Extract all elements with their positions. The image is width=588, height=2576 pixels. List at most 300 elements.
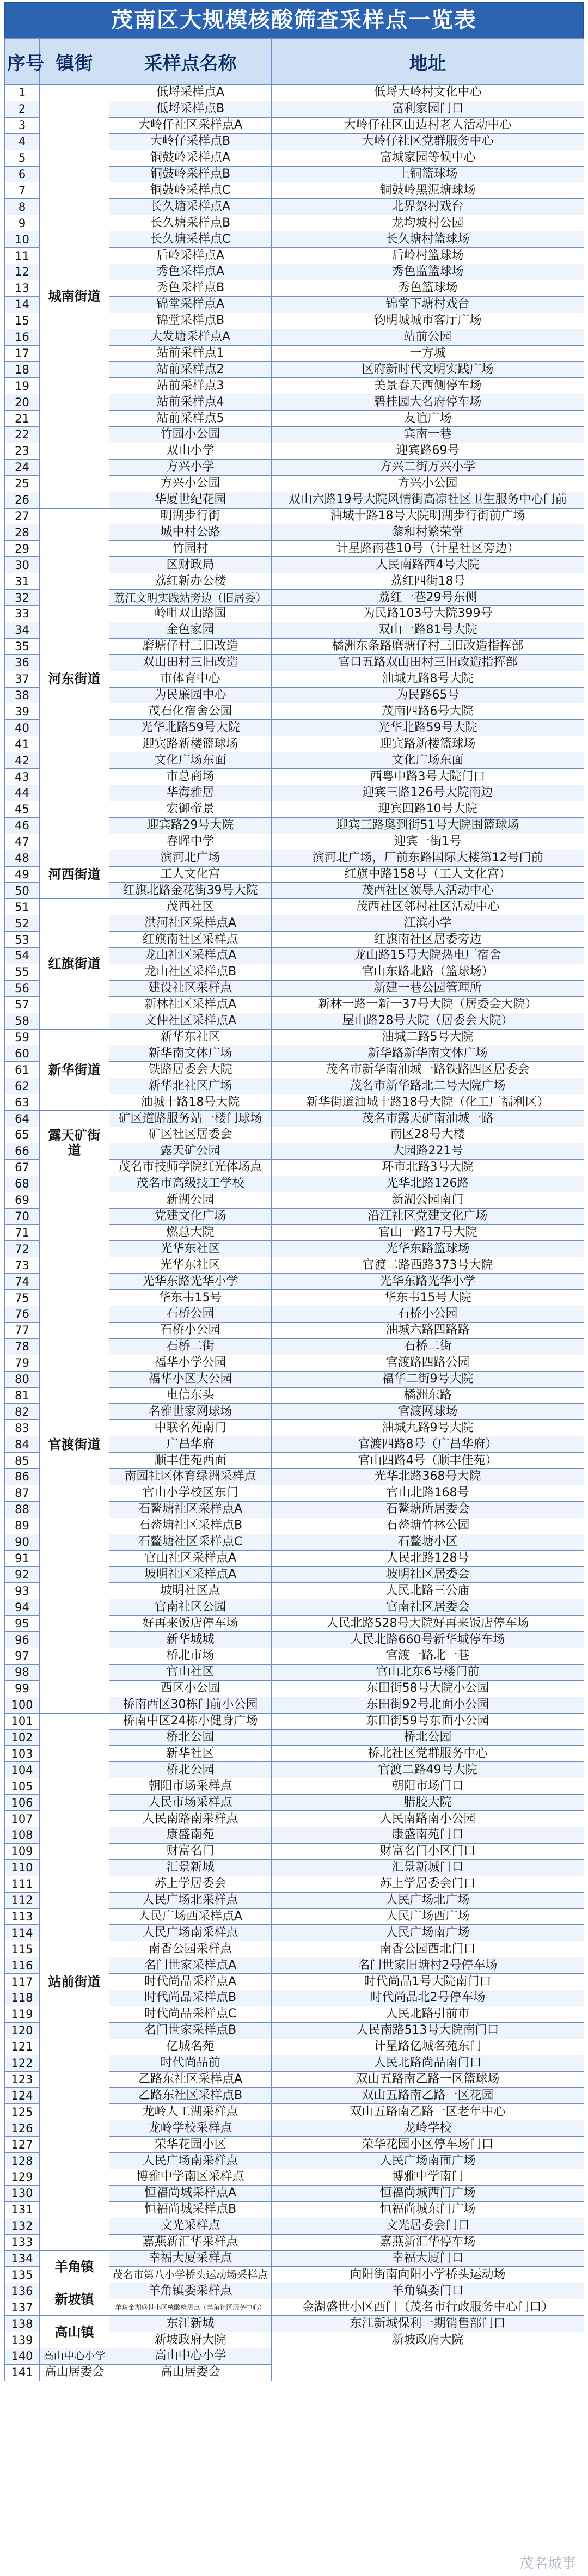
header-index: 序号 — [5, 39, 40, 85]
row-index: 115 — [5, 1941, 40, 1957]
sampling-point-address: 官渡路四路公园 — [272, 1355, 584, 1371]
sampling-point-name: 嘉燕新汇华采样点 — [109, 2234, 272, 2250]
sampling-point-address: 人民北路引前市 — [272, 2006, 584, 2022]
sampling-point-name: 时代尚品采样点A — [109, 1974, 272, 1990]
row-index: 48 — [5, 850, 40, 866]
sampling-point-address: 新湖公园南门 — [272, 1192, 584, 1208]
row-index: 126 — [5, 2120, 40, 2137]
sampling-point-name: 燃总大院 — [109, 1225, 272, 1241]
row-index: 57 — [5, 996, 40, 1013]
sampling-point-name: 名门世家采样点B — [109, 2022, 272, 2039]
row-index: 81 — [5, 1387, 40, 1404]
row-index: 139 — [5, 2332, 40, 2348]
row-index: 90 — [5, 1534, 40, 1550]
row-index: 15 — [5, 313, 40, 329]
row-index: 58 — [5, 1013, 40, 1029]
sampling-point-address: 朝阳市场门口 — [272, 1778, 584, 1795]
sampling-point-address: 双山五路南乙路一区老年中心 — [272, 2104, 584, 2120]
sampling-point-address: 茂名市露天矿南油城一路 — [272, 1111, 584, 1127]
row-index: 93 — [5, 1583, 40, 1599]
sampling-point-address: 华东韦15号大院 — [272, 1290, 584, 1306]
sampling-point-name: 好再来饭店停车场 — [109, 1616, 272, 1632]
sampling-point-name: 时代尚品采样点C — [109, 2006, 272, 2022]
sampling-point-name: 荔红新办公楼 — [109, 573, 272, 590]
row-index: 41 — [5, 736, 40, 752]
table-row — [5, 2348, 584, 2364]
sampling-point-name: 名雅世家网球场 — [109, 1404, 272, 1420]
sampling-point-address: 上铜篮球场 — [272, 166, 584, 182]
row-index: 121 — [5, 2039, 40, 2055]
row-index: 45 — [5, 801, 40, 817]
sampling-point-name: 光华东社区 — [109, 1257, 272, 1274]
sampling-point-name: 岭咀双山路园 — [109, 606, 272, 622]
row-index: 14 — [5, 296, 40, 313]
sampling-point-address: 油城六路四路路 — [272, 1322, 584, 1338]
sampling-point-name: 广昌华府 — [109, 1436, 272, 1453]
town-cell: 河东街道 — [40, 508, 109, 850]
sampling-point-name: 长久塘采样点A — [109, 199, 272, 215]
row-index: 5 — [5, 150, 40, 166]
sampling-point-name: 人民市场采样点 — [109, 1795, 272, 1811]
row-index: 3 — [5, 117, 40, 133]
sampling-point-name: 后岭采样点A — [109, 248, 272, 264]
sampling-point-address: 官山东路北路（篮球场） — [272, 964, 584, 980]
row-index: 6 — [5, 166, 40, 182]
sampling-point-name: 桥北公园 — [109, 1729, 272, 1746]
sampling-point-address: 石桥小公园 — [272, 1306, 584, 1322]
sampling-point-address: 官山北路168号 — [272, 1485, 584, 1501]
row-index: 105 — [5, 1778, 40, 1795]
row-index: 32 — [5, 590, 40, 606]
sampling-point-name: 东江新城 — [109, 2316, 272, 2332]
sampling-point-name: 石桥小公园 — [109, 1322, 272, 1338]
row-index: 127 — [5, 2137, 40, 2153]
sampling-point-address: 人民广场南广场 — [272, 1925, 584, 1941]
sampling-point-address: 光华东路光华小学 — [272, 1274, 584, 1290]
sampling-point-name: 官山小学校区东门 — [109, 1485, 272, 1501]
sampling-point-name: 羊角金湖盛世小区核酸检测点（羊角社区服务中心） — [109, 2299, 272, 2316]
row-index: 102 — [5, 1729, 40, 1746]
sampling-point-address: 人民广场西广场 — [272, 1908, 584, 1925]
row-index: 50 — [5, 883, 40, 899]
sampling-point-name: 新华东社区 — [109, 1029, 272, 1045]
sampling-point-address: 锦堂下塘村戏台 — [272, 296, 584, 313]
row-index: 89 — [5, 1518, 40, 1534]
row-index: 1 — [5, 85, 40, 101]
sampling-point-name: 南园社区体育绿洲采样点 — [109, 1469, 272, 1485]
row-index: 138 — [5, 2316, 40, 2332]
town-cell: 新坡镇 — [40, 2283, 109, 2316]
sampling-point-address: 人民广场北广场 — [272, 1892, 584, 1908]
sampling-point-address: 南区28号大楼 — [272, 1127, 584, 1143]
sampling-point-address: 恒福尚城东门广场 — [272, 2201, 584, 2218]
sampling-point-address: 碧桂园大名府停车场 — [272, 394, 584, 411]
sampling-point-name: 新华社区 — [109, 1746, 272, 1762]
sampling-point-address: 人民北路528号大院好再来饭店停车场 — [272, 1616, 584, 1632]
row-index: 76 — [5, 1306, 40, 1322]
sampling-point-name: 人民广场北采样点 — [109, 1892, 272, 1908]
sampling-point-address: 后岭村篮球场 — [272, 248, 584, 264]
sampling-point-address: 双山五路南乙路一区花园 — [272, 2088, 584, 2104]
row-index: 99 — [5, 1680, 40, 1697]
sampling-point-name: 新林社区采样点A — [109, 996, 272, 1013]
sampling-point-name: 名门世家采样点A — [109, 1957, 272, 1974]
sampling-point-address: 新华路新华南文体广场 — [272, 1045, 584, 1062]
sampling-point-name: 市体育中心 — [109, 671, 272, 687]
sampling-point-address: 龙均坡村公园 — [272, 215, 584, 231]
sampling-point-address: 嘉燕新汇华停车场 — [272, 2234, 584, 2250]
sampling-point-address: 文光居委会门口 — [272, 2218, 584, 2234]
sampling-point-address: 茂南四路6号大院 — [272, 703, 584, 720]
row-index: 84 — [5, 1436, 40, 1453]
sampling-point-name: 双山田村三旧改造 — [109, 654, 272, 671]
sampling-point-address: 腊胶大院 — [272, 1795, 584, 1811]
row-index: 8 — [5, 199, 40, 215]
sampling-point-address: 荔红四街18号 — [272, 573, 584, 590]
sampling-point-name: 桥北市场 — [109, 1648, 272, 1665]
sampling-point-address: 汇景新城门口 — [272, 1859, 584, 1876]
sampling-point-address: 财富名门小区门口 — [272, 1843, 584, 1859]
sampling-point-name: 恒福尚城采样点A — [109, 2185, 272, 2201]
sampling-point-address: 计星路南巷10号（计星社区旁边） — [272, 541, 584, 557]
row-index: 24 — [5, 459, 40, 475]
sampling-point-name: 洪河社区采样点A — [109, 915, 272, 932]
sampling-point-name: 人民南路南采样点 — [109, 1811, 272, 1827]
sampling-point-name: 电信东头 — [109, 1387, 272, 1404]
row-index: 64 — [5, 1111, 40, 1127]
table-row — [5, 850, 584, 866]
sampling-point-address: 官渡四路8号（广昌华府） — [272, 1436, 584, 1453]
row-index: 52 — [5, 915, 40, 932]
table-row — [5, 85, 584, 101]
row-index: 70 — [5, 1208, 40, 1225]
sampling-point-name: 新坡政府大院 — [109, 2332, 272, 2348]
sampling-point-address: 时代尚品北2号停车场 — [272, 1990, 584, 2006]
row-index: 66 — [5, 1143, 40, 1159]
sampling-point-address: 官山四路4号（顺丰佳苑） — [272, 1453, 584, 1469]
sampling-point-address: 区府新时代文明实践广场 — [272, 362, 584, 378]
sampling-point-name: 官山社区采样点A — [109, 1550, 272, 1567]
sampling-point-name: 秀色采样点B — [109, 280, 272, 296]
sampling-point-address: 人民北路660号新华城停车场 — [272, 1632, 584, 1648]
row-index: 122 — [5, 2055, 40, 2071]
row-index: 110 — [5, 1859, 40, 1876]
sampling-point-address: 油城九路8号大院 — [272, 671, 584, 687]
row-index: 135 — [5, 2267, 40, 2283]
sampling-point-name: 长久塘采样点B — [109, 215, 272, 231]
sampling-point-address: 大岭仔社区山边村老人活动中心 — [272, 117, 584, 133]
sampling-point-name: 时代尚品采样点B — [109, 1990, 272, 2006]
sampling-point-address: 红旗南社区居委旁边 — [272, 932, 584, 948]
row-index: 37 — [5, 671, 40, 687]
sampling-point-name: 石桥公园 — [109, 1306, 272, 1322]
row-index: 36 — [5, 654, 40, 671]
town-cell: 新华街道 — [40, 1029, 109, 1111]
sampling-point-name: 新华城城 — [109, 1632, 272, 1648]
sampling-point-name: 宏御帝景 — [109, 801, 272, 817]
row-index: 56 — [5, 980, 40, 996]
row-index: 113 — [5, 1908, 40, 1925]
sampling-point-name: 官南社区公园 — [109, 1599, 272, 1616]
sampling-point-name: 方兴小公园 — [109, 475, 272, 492]
sampling-point-address: 迎宾三路奥到街51号大院围篮球场 — [272, 817, 584, 834]
row-index: 23 — [5, 443, 40, 459]
sampling-point-name: 幸福大厦采样点 — [109, 2250, 272, 2267]
sampling-point-address: 官口五路双山田村三旧改造指挥部 — [272, 654, 584, 671]
sampling-point-address: 东田街59号东面小公园 — [272, 1713, 584, 1729]
table-row — [5, 2364, 584, 2381]
table-row — [5, 2316, 584, 2332]
row-index: 47 — [5, 834, 40, 850]
row-index: 107 — [5, 1811, 40, 1827]
sampling-point-address: 官山北东6号楼门前 — [272, 1664, 584, 1680]
row-index: 82 — [5, 1404, 40, 1420]
row-index: 19 — [5, 378, 40, 394]
row-index: 131 — [5, 2201, 40, 2218]
sampling-point-name: 市总商场 — [109, 769, 272, 785]
sampling-point-address: 油城十路18号大院明湖步行街前广场 — [272, 508, 584, 524]
row-index: 43 — [5, 769, 40, 785]
row-index: 74 — [5, 1274, 40, 1290]
sampling-point-address: 人民广场南面广场 — [272, 2153, 584, 2169]
sampling-point-name: 石鳌塘社区采样点C — [109, 1534, 272, 1550]
table-row — [5, 2250, 584, 2267]
row-index: 98 — [5, 1664, 40, 1680]
sampling-point-address: 苏上学居委会门口 — [272, 1876, 584, 1892]
sampling-point-name: 石鳌塘社区采样点B — [109, 1518, 272, 1534]
row-index: 97 — [5, 1648, 40, 1665]
sampling-point-address: 油城九路9号大院 — [272, 1420, 584, 1436]
sampling-point-name: 财富名门 — [109, 1843, 272, 1859]
sampling-point-name: 高山居委会 — [40, 2364, 109, 2381]
sampling-point-address: 富利家园门口 — [272, 101, 584, 117]
sampling-point-name: 工人文化宫 — [109, 866, 272, 883]
sampling-point-address: 福华二街9号大院 — [272, 1371, 584, 1387]
sampling-point-name: 桥北公园 — [109, 1762, 272, 1778]
row-index: 44 — [5, 785, 40, 801]
sampling-point-address: 方兴二街万兴小学 — [272, 459, 584, 475]
sampling-point-name: 光华北路59号大院 — [109, 720, 272, 736]
row-index: 63 — [5, 1094, 40, 1111]
sampling-point-address: 长久塘村篮球场 — [272, 231, 584, 248]
sampling-point-address: 东田街92号北面小公园 — [272, 1697, 584, 1713]
sampling-point-name: 人民广场南采样点 — [109, 1925, 272, 1941]
table-row — [5, 1029, 584, 1045]
sampling-point-address: 橘洲东条路磨塘仔村三旧改造指挥部 — [272, 638, 584, 654]
table-row — [5, 2283, 584, 2299]
sampling-point-name: 石桥二街 — [109, 1338, 272, 1355]
sampling-point-address: 西粤中路3号大院门口 — [272, 769, 584, 785]
row-index: 7 — [5, 182, 40, 199]
sampling-point-address: 荣华花园小区停车场门口 — [272, 2137, 584, 2153]
row-index: 125 — [5, 2104, 40, 2120]
sampling-point-name: 坡明社区点 — [109, 1583, 272, 1599]
sampling-point-address: 新华街道油城十路18号大院（化工厂福利区） — [272, 1094, 584, 1111]
sampling-point-address: 油城二路5号大院 — [272, 1029, 584, 1045]
sampling-point-name: 春晖中学 — [109, 834, 272, 850]
sampling-point-name: 双山小学 — [109, 443, 272, 459]
sampling-point-address: 沿江社区党建文化广场 — [272, 1208, 584, 1225]
sampling-point-address: 光华北路126路 — [272, 1176, 584, 1192]
sampling-point-address: 石鳌塘竹林公园 — [272, 1518, 584, 1534]
sampling-point-address: 为民路65号 — [272, 687, 584, 703]
row-index: 106 — [5, 1795, 40, 1811]
row-index: 114 — [5, 1925, 40, 1941]
row-index: 140 — [5, 2348, 40, 2364]
row-index: 112 — [5, 1892, 40, 1908]
sampling-point-address: 幸福大厦门口 — [272, 2250, 584, 2267]
sampling-point-address: 人民北路128号 — [272, 1550, 584, 1567]
sampling-point-address: 官渡二路49号大院 — [272, 1762, 584, 1778]
sampling-point-name: 西区小公园 — [109, 1680, 272, 1697]
town-cell: 官渡街道 — [40, 1176, 109, 1713]
sampling-point-name: 站前采样点5 — [109, 411, 272, 427]
sampling-point-address: 美景春天西侧停车场 — [272, 378, 584, 394]
row-index: 9 — [5, 215, 40, 231]
row-index: 59 — [5, 1029, 40, 1045]
sampling-point-name: 恒福尚城采样点B — [109, 2201, 272, 2218]
row-index: 20 — [5, 394, 40, 411]
town-cell: 城南街道 — [40, 85, 109, 509]
sampling-point-name: 为民廉园中心 — [109, 687, 272, 703]
row-index: 103 — [5, 1746, 40, 1762]
sampling-point-address: 石鳌塘小区 — [272, 1534, 584, 1550]
sampling-point-name: 乙路东社区采样点A — [109, 2071, 272, 2088]
sampling-point-name: 城中村公路 — [109, 524, 272, 541]
row-index: 2 — [5, 101, 40, 117]
sampling-point-name: 茂名市高级技工学校 — [109, 1176, 272, 1192]
sampling-point-name: 福华小区大公园 — [109, 1371, 272, 1387]
sampling-point-address: 人民南路南小公园 — [272, 1811, 584, 1827]
sampling-point-name: 文化广场东面 — [109, 752, 272, 769]
row-index: 16 — [5, 329, 40, 345]
sampling-point-name: 中联名苑南门 — [109, 1420, 272, 1436]
sampling-point-name: 红旗南社区采样点 — [109, 932, 272, 948]
sampling-point-name: 大发塘采样点A — [109, 329, 272, 345]
row-index: 54 — [5, 948, 40, 964]
row-index: 108 — [5, 1827, 40, 1843]
sampling-point-address: 双山五路南乙路一区篮球场 — [272, 2071, 584, 2088]
row-index: 21 — [5, 411, 40, 427]
row-index: 28 — [5, 524, 40, 541]
sampling-point-name: 党建文化广场 — [109, 1208, 272, 1225]
sampling-point-address: 时代尚品1号大院南门口 — [272, 1974, 584, 1990]
header-town: 镇街 — [40, 39, 109, 85]
sampling-point-address: 光华东路篮球场 — [272, 1241, 584, 1257]
sampling-point-address: 友谊广场 — [272, 411, 584, 427]
sampling-point-name: 华东韦15号 — [109, 1290, 272, 1306]
row-index: 33 — [5, 606, 40, 622]
sampling-point-name: 露天矿公园 — [109, 1143, 272, 1159]
sampling-point-address: 文化广场东面 — [272, 752, 584, 769]
sampling-point-name: 新华南文体广场 — [109, 1045, 272, 1062]
sampling-point-address: 东江新城保利一期销售部门口 — [272, 2316, 584, 2332]
sampling-point-address: 茂西社区领导人活动中心 — [272, 883, 584, 899]
town-cell: 高山镇 — [40, 2316, 109, 2348]
row-index: 116 — [5, 1957, 40, 1974]
sampling-point-address: 大园路221号 — [272, 1143, 584, 1159]
sampling-point-address: 羊角镇委门口 — [272, 2283, 584, 2299]
row-index: 130 — [5, 2185, 40, 2201]
row-index: 25 — [5, 475, 40, 492]
sampling-point-name: 滨河北广场 — [109, 850, 272, 866]
row-index: 78 — [5, 1338, 40, 1355]
sampling-point-name: 文光采样点 — [109, 2218, 272, 2234]
sampling-point-address: 博雅中学南门 — [272, 2169, 584, 2186]
sampling-point-address: 人民南路西4号大院 — [272, 557, 584, 573]
sampling-point-address: 官渡一路北一巷 — [272, 1648, 584, 1665]
sampling-point-address: 新林一路一新一37号大院（居委会大院） — [272, 996, 584, 1013]
row-index: 91 — [5, 1550, 40, 1567]
sampling-point-address: 茂名市新华南油城一路铁路四区居委会 — [272, 1062, 584, 1078]
row-index: 88 — [5, 1501, 40, 1518]
row-index: 85 — [5, 1453, 40, 1469]
sampling-point-name: 竹园村 — [109, 541, 272, 557]
town-cell: 河西街道 — [40, 850, 109, 899]
sampling-point-address: 人民北路尚品南门口 — [272, 2055, 584, 2071]
sampling-point-name: 文仲社区采样点A — [109, 1013, 272, 1029]
row-index: 134 — [5, 2250, 40, 2267]
sampling-point-name: 荔江文明实践站旁边（旧居委） — [109, 590, 272, 606]
sampling-point-address: 官渡二路西路373号大院 — [272, 1257, 584, 1274]
header-address: 地址 — [272, 39, 584, 85]
sampling-point-address: 迎宾路新楼篮球场 — [272, 736, 584, 752]
sampling-point-name: 龙山社区采样点A — [109, 948, 272, 964]
row-index: 10 — [5, 231, 40, 248]
sampling-point-name: 矿区道路服务站一楼门球场 — [109, 1111, 272, 1127]
row-index: 34 — [5, 622, 40, 638]
table-header-row — [5, 39, 584, 85]
row-index: 73 — [5, 1257, 40, 1274]
sampling-point-address: 石桥二街 — [272, 1338, 584, 1355]
row-index: 132 — [5, 2218, 40, 2234]
sampling-point-name: 秀色采样点A — [109, 264, 272, 280]
sampling-point-address: 迎宾路69号 — [272, 443, 584, 459]
sampling-point-sheet — [4, 2, 584, 2381]
sampling-point-name: 茂名市第八小学桥头运动场采样点 — [109, 2267, 272, 2283]
sampling-point-address: 迎宾四路10号大院 — [272, 801, 584, 817]
table-row — [5, 1713, 584, 1729]
sampling-point-name: 铜鼓岭采样点A — [109, 150, 272, 166]
sampling-point-address: 人民南路513号大院南门口 — [272, 2022, 584, 2039]
sampling-point-name: 红旗北路金花街39号大院 — [109, 883, 272, 899]
sampling-point-address: 荔红一巷29号东侧 — [272, 590, 584, 606]
sampling-point-address: 北界祭村戏台 — [272, 199, 584, 215]
sampling-point-address: 桥北公园 — [272, 1729, 584, 1746]
row-index: 128 — [5, 2153, 40, 2169]
sampling-point-name: 竹园小公园 — [109, 427, 272, 443]
row-index: 27 — [5, 508, 40, 524]
row-index: 95 — [5, 1616, 40, 1632]
row-index: 80 — [5, 1371, 40, 1387]
sampling-point-address: 康盛南苑门口 — [272, 1827, 584, 1843]
sampling-point-name: 迎宾路新楼篮球场 — [109, 736, 272, 752]
row-index: 96 — [5, 1632, 40, 1648]
row-index: 137 — [5, 2299, 40, 2316]
row-index: 79 — [5, 1355, 40, 1371]
sampling-point-name: 人民广场南采样点 — [109, 2153, 272, 2169]
row-index: 39 — [5, 703, 40, 720]
sampling-point-name: 坡明社区采样点A — [109, 1567, 272, 1583]
sampling-point-name: 茂西社区 — [109, 899, 272, 915]
sampling-point-name: 人民广场西采样点A — [109, 1908, 272, 1925]
table-row — [5, 1176, 584, 1192]
sampling-point-name: 茂石化宿舍公园 — [109, 703, 272, 720]
sampling-point-address: 钧明城城市客厅广场 — [272, 313, 584, 329]
sampling-point-name: 站前采样点3 — [109, 378, 272, 394]
sampling-point-address: 高山中心小学 — [109, 2348, 272, 2364]
sampling-point-name: 迎宾路29号大院 — [109, 817, 272, 834]
